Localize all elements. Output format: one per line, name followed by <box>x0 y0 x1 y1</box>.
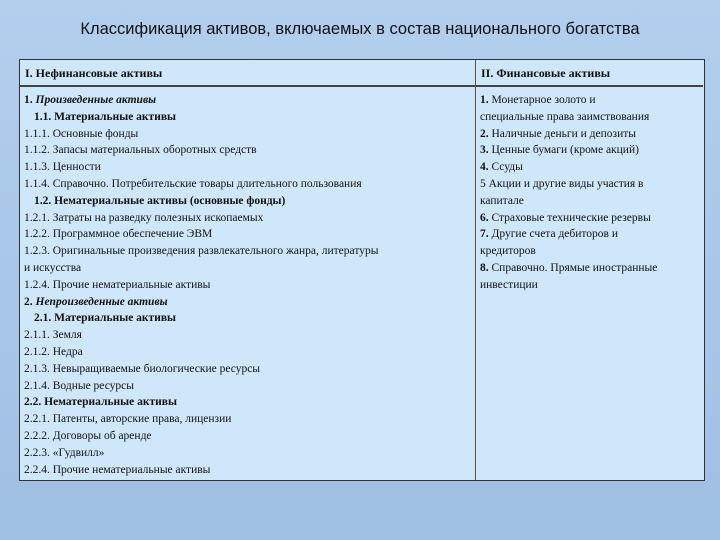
slide-title: Классификация активов, включаемых в состав национального богатства <box>80 20 640 38</box>
non-financial-assets-column <box>20 60 476 480</box>
item-text: Ссуды <box>491 161 523 174</box>
list-item: 2.2.2. Договоры об аренде <box>24 429 152 442</box>
list-item: 1.2.2. Программное обеспечение ЭВМ <box>24 228 213 241</box>
list-item <box>24 92 472 109</box>
item-text: Наличные деньги и депозиты <box>491 127 636 140</box>
list-item: 2.1.2. Недра <box>24 345 83 358</box>
list-item: 2.1. Материальные активы <box>34 312 177 325</box>
item-number: 2. <box>480 127 489 140</box>
list-item: 2.2. Нематериальные активы <box>24 396 177 409</box>
list-item: 1.2.4. Прочие нематериальные активы <box>24 278 211 291</box>
list-item: 1.1.4. Справочно. Потребительские товары длительного пользования <box>24 177 362 190</box>
header-financial-assets: II. Финансовые активы <box>481 66 611 80</box>
item-number: 3. <box>480 144 489 157</box>
list-item <box>480 226 700 243</box>
list-item: 1.1.2. Запасы материальных оборотных средств <box>24 144 257 157</box>
list-item: 1.2.3. Оригинальные произведения развлекательного жанра, литературы <box>24 245 379 258</box>
list-item: 2.1.1. Земля <box>24 329 82 342</box>
table-header-right <box>476 60 703 87</box>
financial-assets-list <box>480 92 700 294</box>
list-item: 2.1.3. Невыращиваемые биологические ресурсы <box>24 362 261 375</box>
item-number: 8. <box>480 261 489 274</box>
list-item <box>480 126 700 143</box>
list-item <box>480 277 700 294</box>
item-number: 2. <box>24 295 33 308</box>
list-item: 1.2.1. Затраты на разведку полезных ископаемых <box>24 211 264 224</box>
list-item <box>480 109 700 126</box>
item-text: кредиторов <box>480 245 536 258</box>
list-item: 2.2.3. «Гудвилл» <box>24 446 105 459</box>
header-non-financial-assets: I. Нефинансовые активы <box>25 66 163 80</box>
list-item: 2.2.4. Прочие нематериальные активы <box>24 463 211 476</box>
list-item: 2.2.1. Патенты, авторские права, лицензии <box>24 413 232 426</box>
item-text: Монетарное золото и <box>491 94 596 106</box>
item-text: Ценные бумаги (кроме акций) <box>491 144 639 157</box>
item-number: 7. <box>480 228 489 241</box>
non-financial-assets-list <box>24 92 472 478</box>
list-item: 1.1.1. Основные фонды <box>24 127 139 140</box>
list-item <box>480 260 700 277</box>
item-text: капитале <box>480 194 524 207</box>
item-text: Произведенные активы <box>35 94 157 106</box>
item-text: инвестиции <box>480 278 538 291</box>
item-text: Непроизведенные активы <box>35 295 168 308</box>
list-item <box>480 210 700 227</box>
list-item <box>480 159 700 176</box>
list-item <box>480 243 700 260</box>
assets-classification-table <box>19 59 705 481</box>
item-text: Страховые технические резервы <box>491 211 651 224</box>
list-item: 2.1.4. Водные ресурсы <box>24 379 134 392</box>
item-number: 6. <box>480 211 489 224</box>
item-text: Акции и другие виды участия в <box>488 177 644 190</box>
list-item: 1.1. Материальные активы <box>34 110 177 123</box>
list-item <box>24 294 472 311</box>
list-item <box>480 142 700 159</box>
item-text: Справочно. Прямые иностранные <box>491 261 658 274</box>
list-item: и искусства <box>24 261 82 274</box>
item-text: Другие счета дебиторов и <box>491 228 618 241</box>
item-number: 5 <box>480 177 486 190</box>
item-number: 1. <box>480 94 489 106</box>
list-item <box>480 92 700 109</box>
list-item: 1.1.3. Ценности <box>24 161 101 174</box>
list-item <box>480 176 700 193</box>
financial-assets-column <box>476 60 703 480</box>
list-item: 1.2. Нематериальные активы (основные фонды) <box>34 194 286 207</box>
table-header-left <box>20 60 475 87</box>
item-number: 1. <box>24 94 33 106</box>
item-number: 4. <box>480 161 489 174</box>
item-text: специальные права заимствования <box>480 110 650 123</box>
list-item <box>480 193 700 210</box>
